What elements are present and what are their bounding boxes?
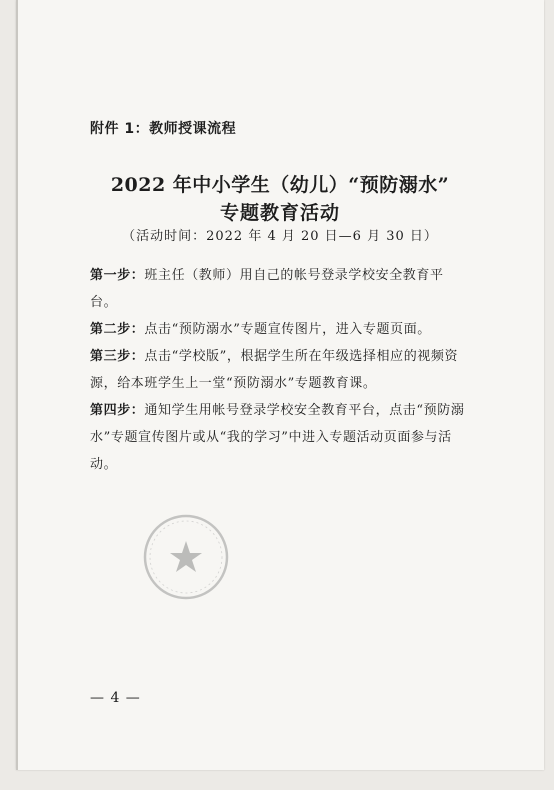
document-title-line1: 2022 年中小学生（幼儿）“预防溺水” <box>110 174 450 196</box>
steps-list <box>90 262 470 478</box>
step-2 <box>90 316 470 343</box>
official-seal-stamp <box>142 513 230 601</box>
step-label: 第二步： <box>90 322 145 337</box>
activity-period: （活动时间：2022 年 4 月 20 日—6 月 30 日） <box>122 229 438 244</box>
step-text: 班主任（教师）用自己的帐号登录学校安全教育平台。 <box>90 268 444 310</box>
step-text: 点击“学校版”，根据学生所在年级选择相应的视频资源，给本班学生上一堂“预防溺水”专题教育课。 <box>90 349 459 391</box>
step-3 <box>90 343 470 397</box>
page-number: — 4 — <box>90 690 141 706</box>
step-1 <box>90 262 470 316</box>
step-label: 第四步： <box>90 403 145 418</box>
attachment-label: 附件 1：教师授课流程 <box>90 121 237 137</box>
step-4 <box>90 397 470 478</box>
step-label: 第一步： <box>90 268 145 283</box>
document-page <box>16 0 544 770</box>
scan-edge-line <box>16 0 18 770</box>
step-label: 第三步： <box>90 349 145 364</box>
seal-star-icon <box>170 541 202 572</box>
step-text: 点击“预防溺水”专题宣传图片，进入专题页面。 <box>144 322 431 337</box>
document-title-line2: 专题教育活动 <box>219 202 340 224</box>
step-text: 通知学生用帐号登录学校安全教育平台，点击“预防溺水”专题宣传图片或从“我的学习”中进入专题活动页面参与活动。 <box>90 403 465 472</box>
